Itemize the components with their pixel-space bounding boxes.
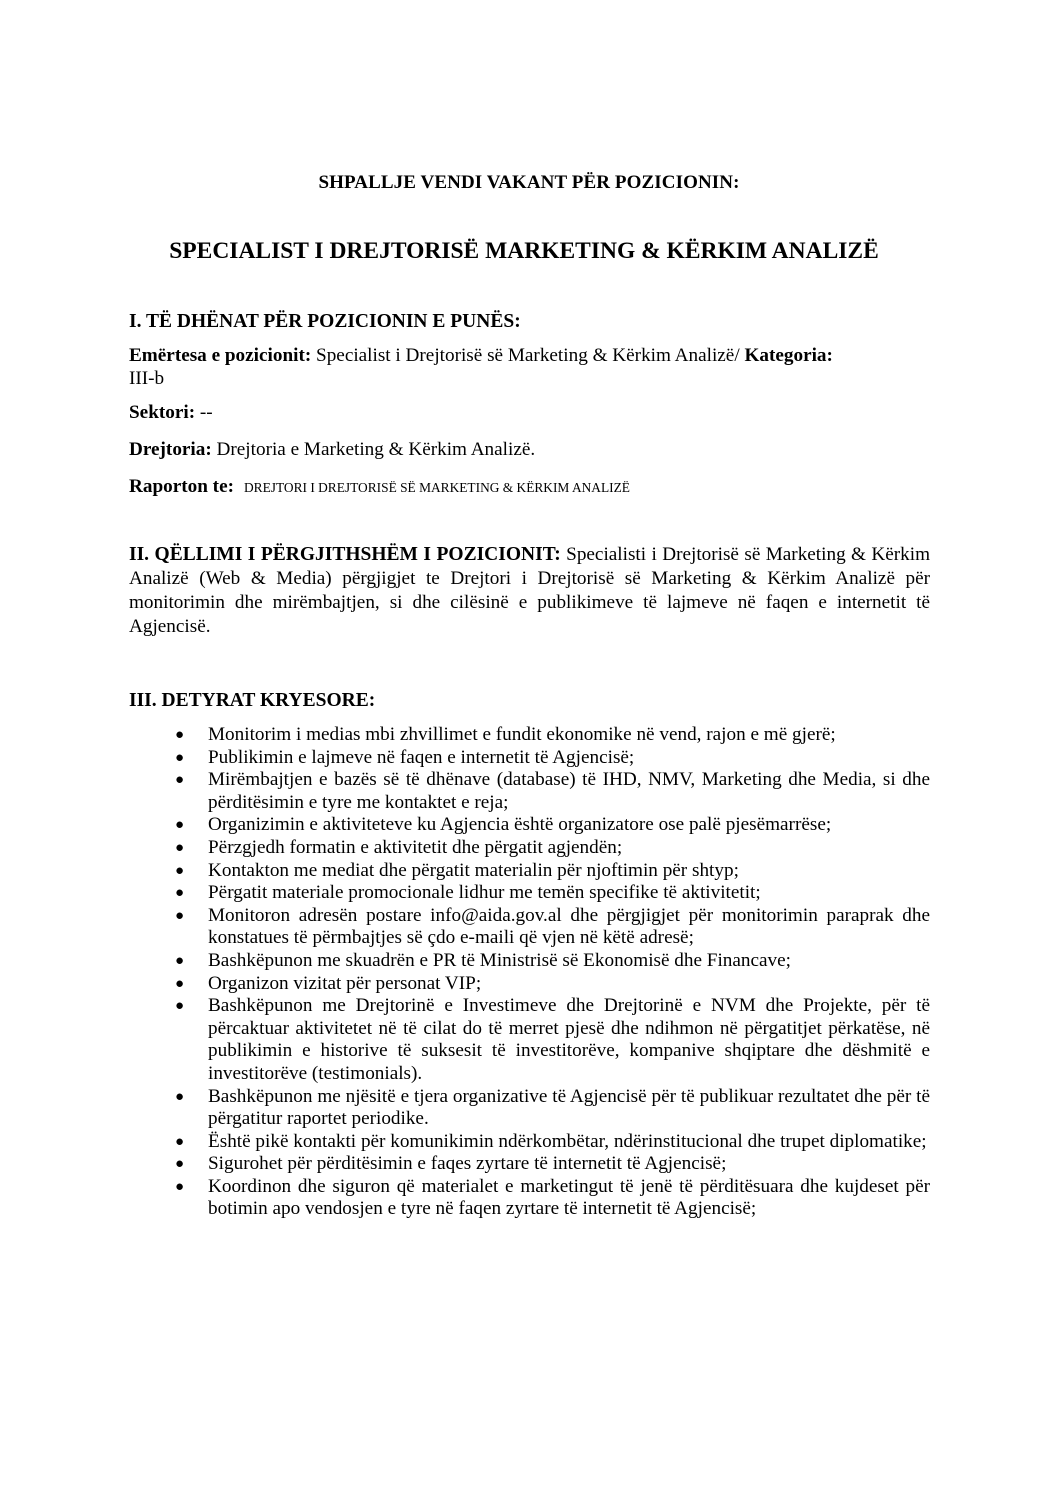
directorate-value: Drejtoria e Marketing & Kërkim Analizë.	[211, 439, 536, 460]
duty-text: Bashkëpunon me skuadrën e PR të Ministrisë së Ekonomisë dhe Financave;	[208, 949, 791, 971]
list-item	[129, 860, 930, 883]
bullet-dot-icon: ●	[175, 1178, 185, 1195]
list-item	[129, 973, 930, 996]
bullet-dot-icon: ●	[175, 1133, 185, 1150]
directorate-label: Drejtoria:	[129, 439, 212, 460]
section-3-heading: III. DETYRAT KRYESORE:	[129, 690, 376, 711]
reports-to-field	[129, 476, 930, 500]
list-item	[129, 837, 930, 860]
bullet-dot-icon: ●	[175, 817, 185, 834]
bullet-dot-icon: ●	[175, 862, 185, 879]
duties-list	[129, 724, 930, 1221]
position-name-label: Emërtesa e pozicionit:	[129, 345, 312, 366]
list-item	[129, 882, 930, 905]
bullet-dot-icon: ●	[175, 975, 185, 992]
category-value: III-b	[129, 367, 165, 389]
bullet-dot-icon: ●	[175, 727, 185, 743]
section-2-heading: II. QËLLIMI I PËRGJITHSHËM I POZICIONIT:	[129, 544, 561, 565]
list-item	[129, 905, 930, 950]
bullet-dot-icon: ●	[175, 998, 185, 1015]
duty-text: Monitorim i medias mbi zhvillimet e fundit ekonomike në vend, rajon e më gjerë;	[208, 724, 836, 745]
duty-text: Bashkëpunon me njësitë e tjera organizative të Agjencisë për të publikuar rezultatet dhe për të përgatitur raportet periodike.	[208, 1085, 930, 1130]
list-item	[129, 1153, 930, 1176]
position-name-field	[129, 345, 930, 390]
category-label: Kategoria:	[739, 345, 833, 366]
directorate-field	[129, 439, 930, 462]
duty-text: Bashkëpunon me Drejtorinë e Investimeve dhe Drejtorinë e NVM dhe Projekte, për të përcaktuar aktivitetet në të cilat do të merret pjesë dhe ndihmon në përgatitjet përkatëse, në publikimin e historive të suksesit të investitorëve, kompanive shqiptare dhe dëshmitë e investitorëve (testimonials).	[208, 995, 930, 1084]
sector-value: --	[195, 402, 213, 423]
duty-text: Përzgjedh formatin e aktivitetit dhe përgatit agjendën;	[208, 836, 623, 858]
duty-text: Koordinon dhe siguron që materialet e marketingut të jenë të përditësuara dhe kujdeset për botimin apo vendosjen e tyre në faqen zyrtare të internetit të Agjencisë;	[208, 1175, 930, 1220]
list-item	[129, 995, 930, 1085]
section-1-heading: I. TË DHËNAT PËR POZICIONIN E PUNËS:	[129, 311, 521, 332]
bullet-dot-icon: ●	[175, 749, 185, 766]
bullet-dot-icon: ●	[175, 885, 185, 902]
reports-to-value: DREJTORI I DREJTORISË SË MARKETING & KËRKIM ANALIZË	[243, 480, 630, 495]
position-name-value: Specialist i Drejtorisë së Marketing & Kërkim Analizë/	[311, 345, 740, 366]
list-item	[129, 1176, 930, 1221]
sector-field	[129, 402, 930, 425]
duty-text: Përgatit materiale promocionale lidhur me temën specifike të aktivitetit;	[208, 882, 761, 904]
list-item	[129, 950, 930, 973]
duty-text: Monitoron adresën postare info@aida.gov.al dhe përgjigjet për monitorimin paraprak dhe konstatues të përmbajtjes së çdo e-maili që vjen në këtë adresë;	[208, 904, 930, 949]
list-item	[129, 747, 930, 770]
list-item	[129, 1131, 930, 1154]
bullet-dot-icon: ●	[175, 907, 185, 924]
duty-text: Mirëmbajtjen e bazës së të dhënave (database) të IHD, NMV, Marketing dhe Media, si dhe përditësimin e tyre me kontaktet e reja;	[208, 769, 930, 813]
announcement-heading: SHPALLJE VENDI VAKANT PËR POZICIONIN:	[318, 172, 740, 193]
bullet-dot-icon: ●	[175, 952, 185, 969]
duty-text: Është pikë kontakti për komunikimin ndërkombëtar, ndërinstitucional dhe trupet diplomatike;	[208, 1130, 927, 1152]
sector-label: Sektori:	[129, 402, 196, 423]
duty-text: Kontakton me mediat dhe përgatit materialin për njoftimin për shtyp;	[208, 859, 739, 881]
duty-text: Organizon vizitat për personat VIP;	[208, 972, 482, 994]
position-title: SPECIALIST I DREJTORISË MARKETING & KËRKIM ANALIZË	[169, 238, 879, 264]
bullet-dot-icon: ●	[175, 772, 185, 789]
bullet-dot-icon: ●	[175, 1088, 185, 1105]
list-item	[129, 814, 930, 837]
section-2-text: Specialisti i Drejtorisë së Marketing & Kërkim Analizë (Web & Media) përgjigjet te Drejtori i Drejtorisë së Marketing & Kërkim Analizë për monitorimin dhe mirëmbajtjen, si dhe cilësinë e publikimeve të lajmeve në faqen e internetit të Agjencisë.	[129, 544, 931, 637]
duty-text: Sigurohet për përditësimin e faqes zyrtare të internetit të Agjencisë;	[208, 1153, 727, 1175]
list-item	[129, 1086, 930, 1131]
section-2-paragraph	[129, 543, 930, 639]
duty-text: Publikimin e lajmeve në faqen e internetit të Agjencisë;	[208, 746, 635, 768]
list-item	[129, 724, 930, 747]
list-item	[129, 769, 930, 814]
reports-to-label: Raporton te:	[129, 476, 234, 497]
duty-text: Organizimin e aktiviteteve ku Agjencia është organizatore ose palë pjesëmarrëse;	[208, 814, 832, 836]
bullet-dot-icon: ●	[175, 1156, 185, 1173]
bullet-dot-icon: ●	[175, 839, 185, 856]
